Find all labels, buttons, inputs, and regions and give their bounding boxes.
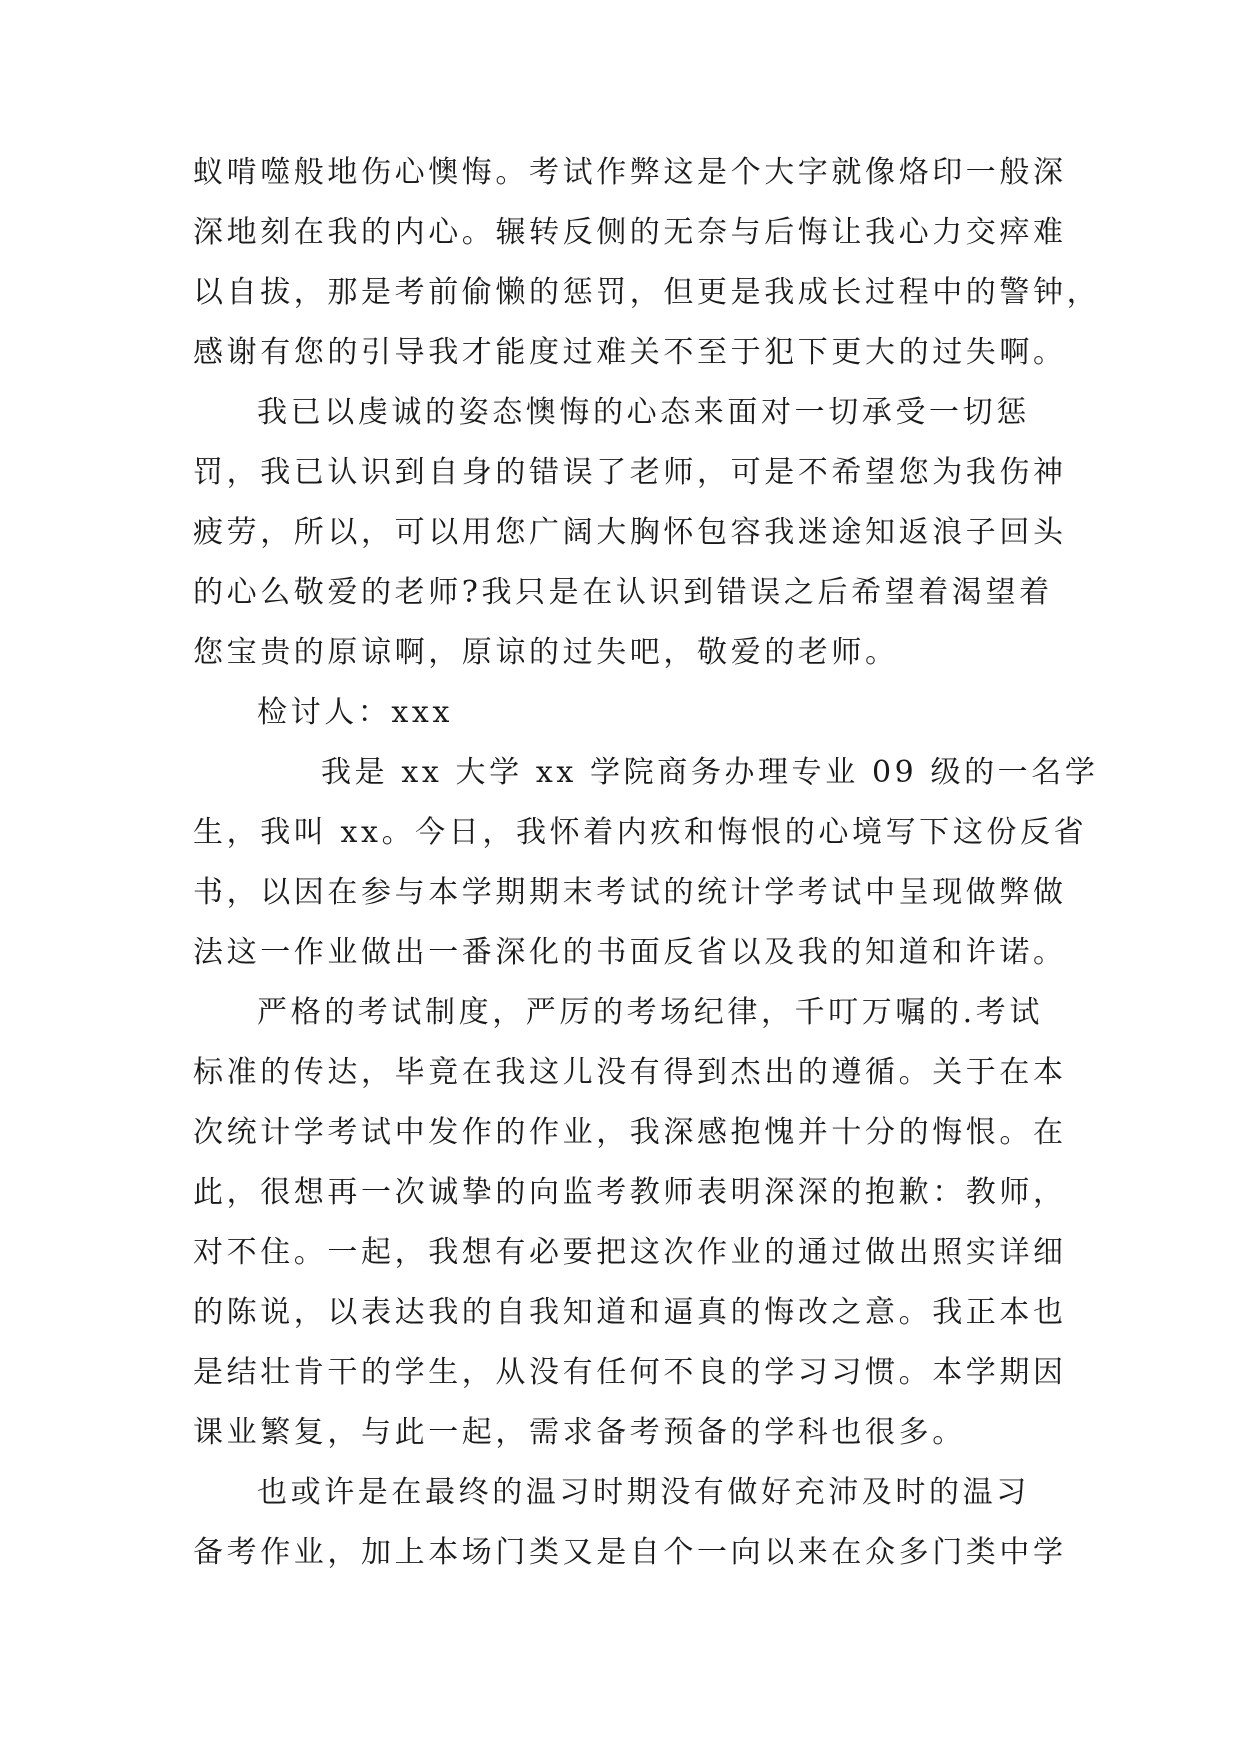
text-line: 严格的考试制度，严厉的考场纪律，千叮万嘱的.考试 <box>257 995 1043 1030</box>
text-line: 是结壮肯干的学生，从没有任何不良的学习习惯。本学期因 <box>193 1355 1067 1390</box>
text-line: 深地刻在我的内心。辗转反侧的无奈与后悔让我心力交瘁难 <box>193 215 1067 250</box>
text-line: 感谢有您的引导我才能度过难关不至于犯下更大的过失啊。 <box>193 335 1067 370</box>
text-line: 书，以因在参与本学期期末考试的统计学考试中呈现做弊做 <box>193 875 1067 910</box>
signature-line: 检讨人：xxx <box>257 695 453 730</box>
text-line: 备考作业，加上本场门类又是自个一向以来在众多门类中学 <box>193 1535 1067 1570</box>
text-line: 次统计学考试中发作的作业，我深感抱愧并十分的悔恨。在 <box>193 1115 1067 1150</box>
text-line: 的心么敬爱的老师?我只是在认识到错误之后希望着渴望着 <box>193 575 1053 610</box>
text-line: 疲劳，所以，可以用您广阔大胸怀包容我迷途知返浪子回头 <box>193 515 1067 550</box>
text-line: 生，我叫 xx。今日，我怀着内疚和悔恨的心境写下这份反省 <box>193 815 1088 850</box>
text-line: 课业繁复，与此一起，需求备考预备的学科也很多。 <box>193 1415 966 1450</box>
text-line: 罚，我已认识到自身的错误了老师，可是不希望您为我伤神 <box>193 455 1067 490</box>
text-line: 的陈说，以表达我的自我知道和逼真的悔改之意。我正本也 <box>193 1295 1067 1330</box>
text-line: 您宝贵的原谅啊，原谅的过失吧，敬爱的老师。 <box>193 635 899 670</box>
text-line: 法这一作业做出一番深化的书面反省以及我的知道和许诺。 <box>193 935 1067 970</box>
text-line: 对不住。一起，我想有必要把这次作业的通过做出照实详细 <box>193 1235 1067 1270</box>
text-line: 也或许是在最终的温习时期没有做好充沛及时的温习 <box>257 1475 1030 1510</box>
text-line: 此，很想再一次诚挚的向监考教师表明深深的抱歉：教师， <box>193 1175 1067 1210</box>
text-line: 蚁啃噬般地伤心懊悔。考试作弊这是个大字就像烙印一般深 <box>193 155 1067 190</box>
text-line: 以自拔，那是考前偷懒的惩罚，但更是我成长过程中的警钟， <box>193 275 1101 310</box>
text-line: 我已以虔诚的姿态懊悔的心态来面对一切承受一切惩 <box>257 395 1030 430</box>
text-line: 我是 xx 大学 xx 学院商务办理专业 09 级的一名学 <box>321 755 1099 790</box>
text-line: 标准的传达，毕竟在我这儿没有得到杰出的遵循。关于在本 <box>193 1055 1067 1090</box>
